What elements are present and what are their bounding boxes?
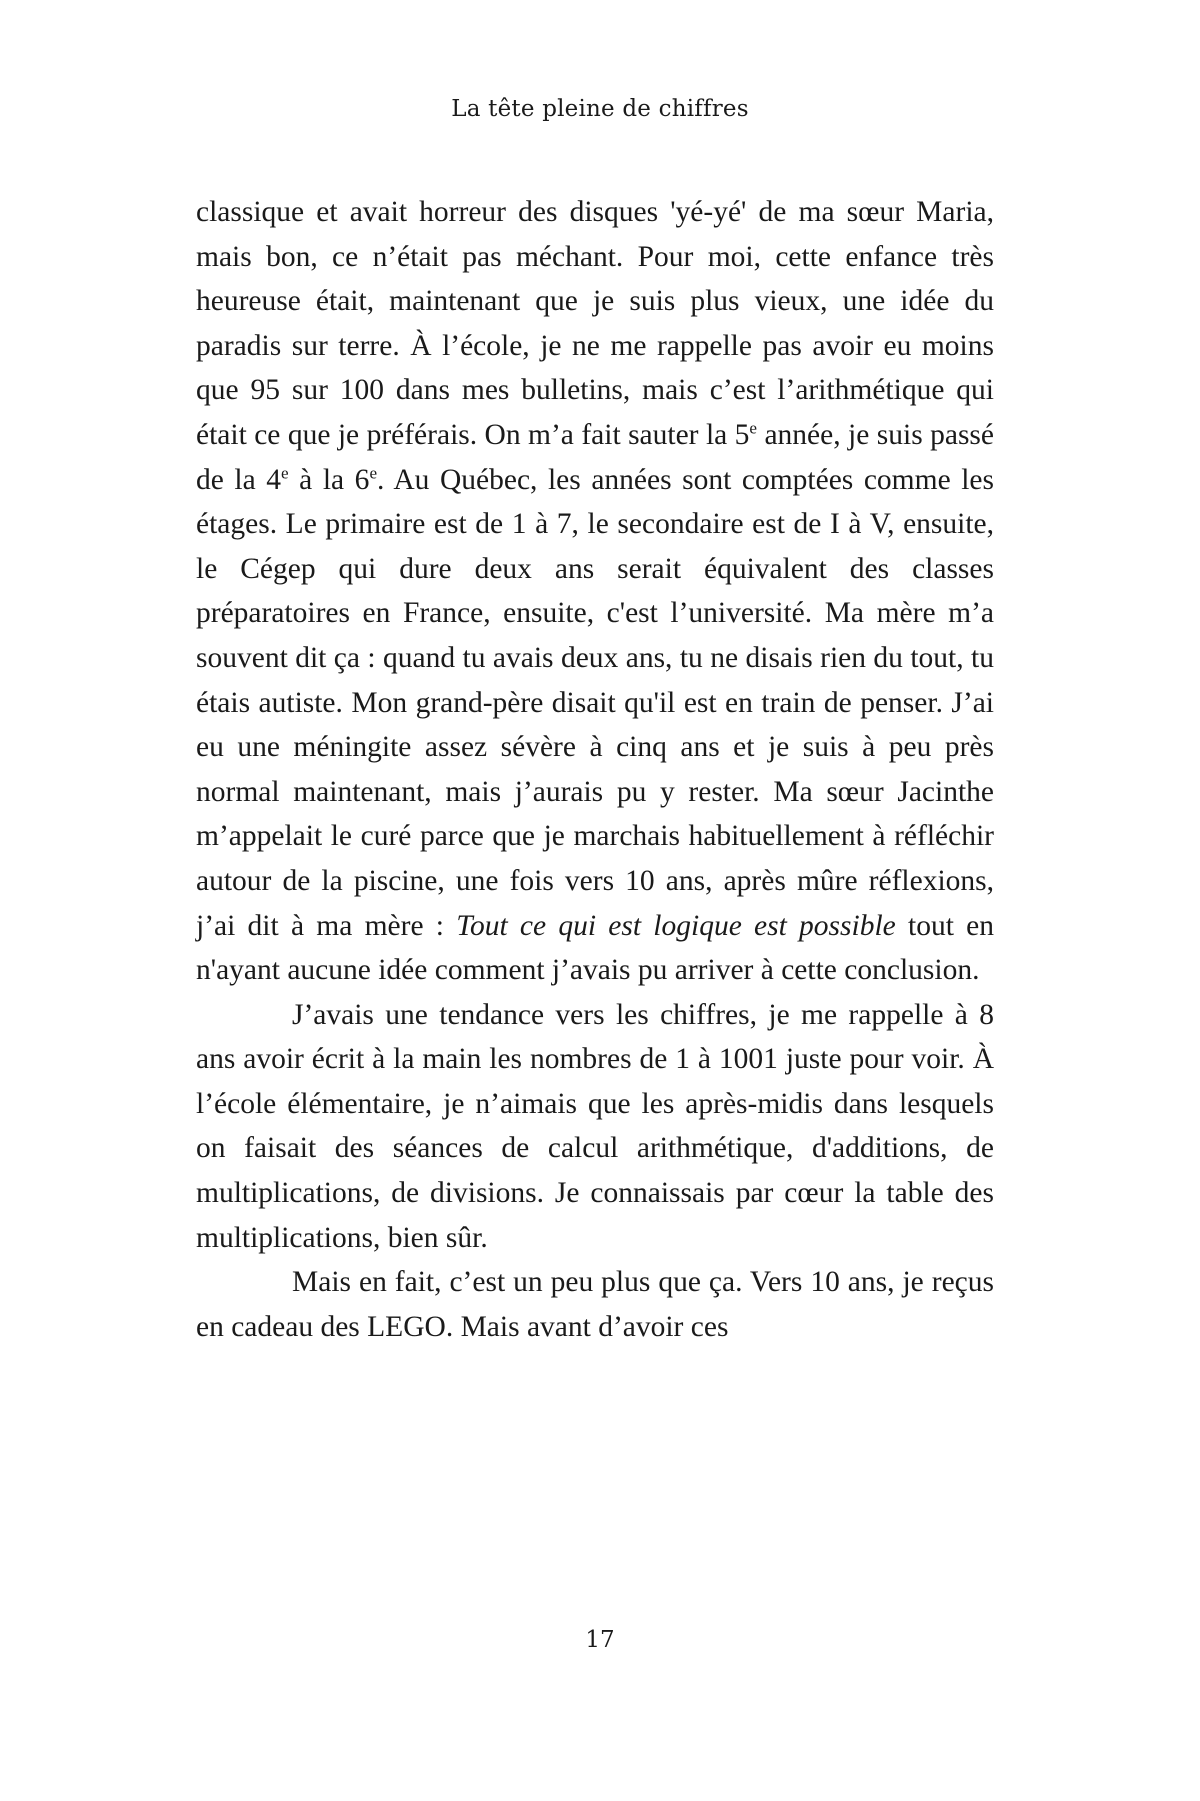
page-number: 17	[585, 1627, 615, 1653]
paragraph-1	[196, 190, 994, 993]
ordinal-suffix: e	[749, 418, 758, 438]
paragraph-3: Mais en fait, c’est un peu plus que ça. Vers 10 ans, je reçus en cadeau des LEGO. Mais avant d’avoir ces	[196, 1266, 994, 1343]
italic-quote: Tout ce qui est logique est possible	[456, 909, 896, 942]
running-header: La tête pleine de chiffres	[451, 96, 749, 122]
paragraph-1-part-a: classique et avait horreur des disques 'yé-yé' de ma sœur Maria, mais bon, ce n’était pas méchant. Pour moi, cette enfance très heureuse était, maintenant que je suis plus vieux, une idée du paradis sur terre. À l’école, je ne me rappelle pas avoir eu moins que 95 sur 100 dans mes bulletins, mais c’est l’arithmétique qui était ce que je préférais. On m’a fait sauter la 5	[196, 196, 994, 451]
ordinal-suffix: e	[281, 462, 289, 482]
paragraph-1-part-e: tout en n'ayant aucune idée comment j’avais pu arriver à cette conclusion.	[196, 909, 994, 987]
paragraph-1-part-c: à la 6	[288, 463, 370, 496]
paragraph-1-part-b: année, je suis passé de la 4	[196, 418, 995, 496]
body-text	[196, 190, 994, 1349]
paragraph-1-part-d: . Au Québec, les années sont comptées comme les étages. Le primaire est de 1 à 7, le secondaire est de I à V, ensuite, le Cégep qui dure deux ans serait équivalent des classes préparatoires en France, ensuite, c'est l’université. Ma mère m’a souvent dit ça : quand tu avais deux ans, tu ne disais rien du tout, tu étais autiste. Mon grand-père disait qu'il est en train de penser. J’ai eu une méningite assez sévère à cinq ans et je suis à peu près normal maintenant, mais j’aurais pu y rester. Ma sœur Jacinthe m’appelait le curé parce que je marchais habituellement à réfléchir autour de la piscine, une fois vers 10 ans, après mûre réflexions, j’ai dit à ma mère :	[196, 463, 994, 942]
paragraph-2: J’avais une tendance vers les chiffres, je me rappelle à 8 ans avoir écrit à la main les nombres de 1 à 1001 juste pour voir. À l’école élémentaire, je n’aimais que les après-midis dans lesquels on faisait des séances de calcul arithmétique, d'additions, de multiplications, de divisions. Je connaissais par cœur la table des multiplications, bien sûr.	[196, 998, 994, 1254]
ordinal-suffix: e	[369, 462, 378, 482]
